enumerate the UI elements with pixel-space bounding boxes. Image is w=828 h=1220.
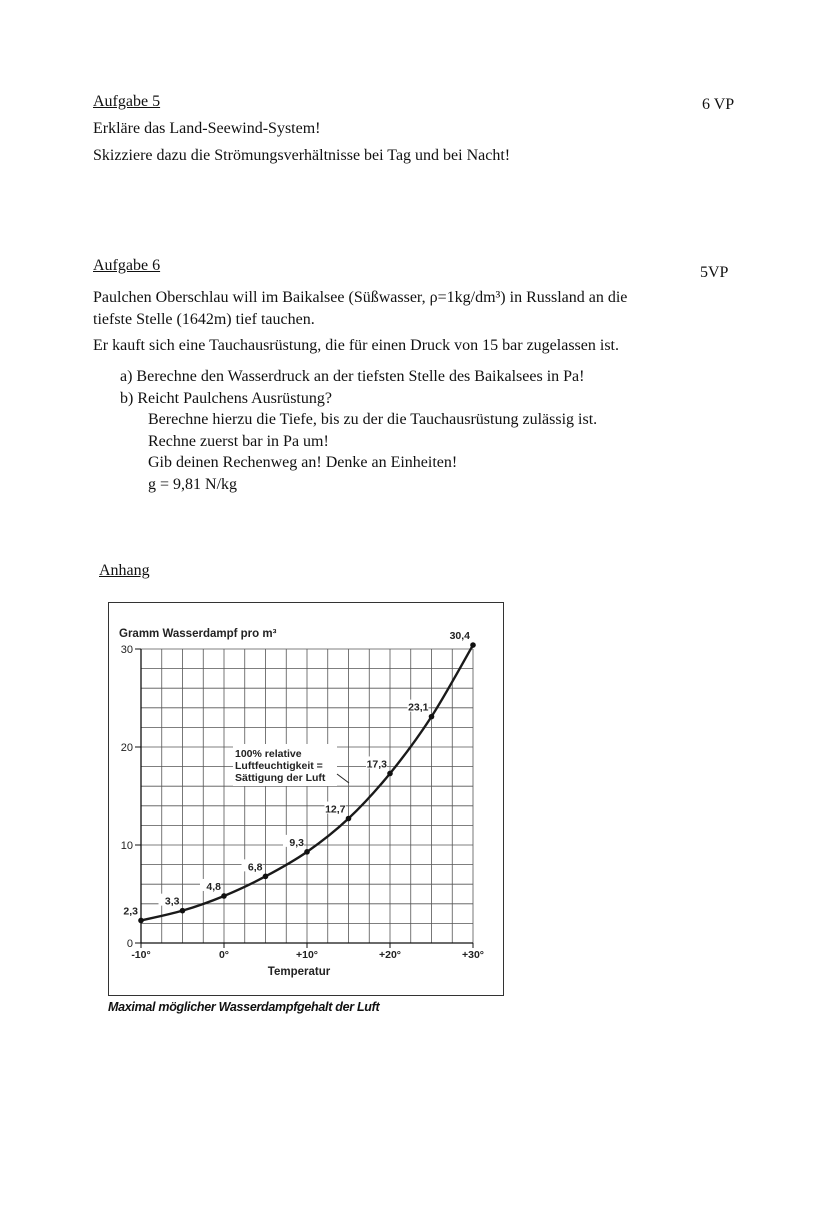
data-point <box>470 642 476 648</box>
annotation-line-1: 100% relative <box>235 748 302 760</box>
data-label: 3,3 <box>164 895 180 908</box>
data-label: 6,8 <box>247 861 263 874</box>
data-point <box>221 893 227 899</box>
task6-intro-3: Er kauft sich eine Tauchausrüstung, die für einen Druck von 15 bar zugelassen ist. <box>93 337 619 354</box>
data-label: 17,3 <box>366 758 387 771</box>
data-point <box>180 908 186 914</box>
task6-list <box>120 366 597 495</box>
data-label: 23,1 <box>408 701 429 714</box>
task6-item-a: a) Berechne den Wasserdruck an der tiefsten Stelle des Baikalsees in Pa! <box>120 368 585 385</box>
x-tick-label: +10° <box>295 949 319 961</box>
task6-item-b: b) Reicht Paulchens Ausrüstung? <box>120 389 332 407</box>
task6-intro-2: tiefste Stelle (1642m) tief tauchen. <box>93 311 315 328</box>
annotation-line-3: Sättigung der Luft <box>235 772 326 784</box>
task5-title: Aufgabe 5 <box>93 93 161 110</box>
chart-frame <box>108 602 504 996</box>
x-axis-label: Temperatur <box>267 966 331 978</box>
task6-note-1: Berechne hierzu die Tiefe, bis zu der die Tauchausrüstung zulässig ist. <box>148 411 598 428</box>
y-tick-label: 20 <box>120 742 133 754</box>
task6-note-2: Rechne zuerst bar in Pa um! <box>148 432 329 450</box>
chart <box>109 603 503 995</box>
data-point <box>346 816 352 822</box>
appendix-title: Anhang <box>99 562 150 579</box>
chart-grid <box>141 649 473 943</box>
y-tick-label: 0 <box>126 938 133 950</box>
annotation-pointer <box>337 774 349 783</box>
chart-annotation <box>233 744 349 786</box>
task5-line-2: Skizziere dazu die Strömungsverhältnisse bei Tag und bei Nacht! <box>93 147 511 164</box>
data-label: 30,4 <box>449 630 470 643</box>
task6-title: Aufgabe 6 <box>93 257 161 274</box>
task5-line-1: Erkläre das Land-Seewind-System! <box>93 120 321 137</box>
task6-intro-1: Paulchen Oberschlau will im Baikalsee (Süßwasser, ρ=1kg/dm³) in Russland an die <box>93 289 628 306</box>
x-tick-label: -10° <box>131 949 151 961</box>
data-point <box>263 874 269 880</box>
chart-title: Gramm Wasserdampf pro m³ <box>119 628 277 640</box>
data-point <box>138 918 144 924</box>
y-tick-label: 30 <box>120 644 133 656</box>
y-tick-label: 10 <box>120 840 133 852</box>
task6-points: 5VP <box>700 264 729 281</box>
data-label: 4,8 <box>206 880 221 893</box>
data-label: 9,3 <box>289 836 304 849</box>
task6-note-3: Gib deinen Rechenweg an! Denke an Einheiten! <box>148 454 458 471</box>
x-tick-label: +30° <box>461 949 485 961</box>
task5-points: 6 VP <box>702 96 735 113</box>
data-point <box>387 771 393 777</box>
chart-caption: Maximal möglicher Wasserdampfgehalt der Luft <box>108 1000 380 1014</box>
x-tick-label: +20° <box>378 949 402 961</box>
annotation-line-2: Luftfeuchtigkeit = <box>235 760 323 772</box>
data-point <box>429 714 435 720</box>
data-label: 12,7 <box>325 803 346 816</box>
data-label: 2,3 <box>123 905 138 918</box>
data-point <box>304 849 310 855</box>
task6-note-4: g = 9,81 N/kg <box>148 475 238 493</box>
x-tick-label: 0° <box>218 949 230 961</box>
